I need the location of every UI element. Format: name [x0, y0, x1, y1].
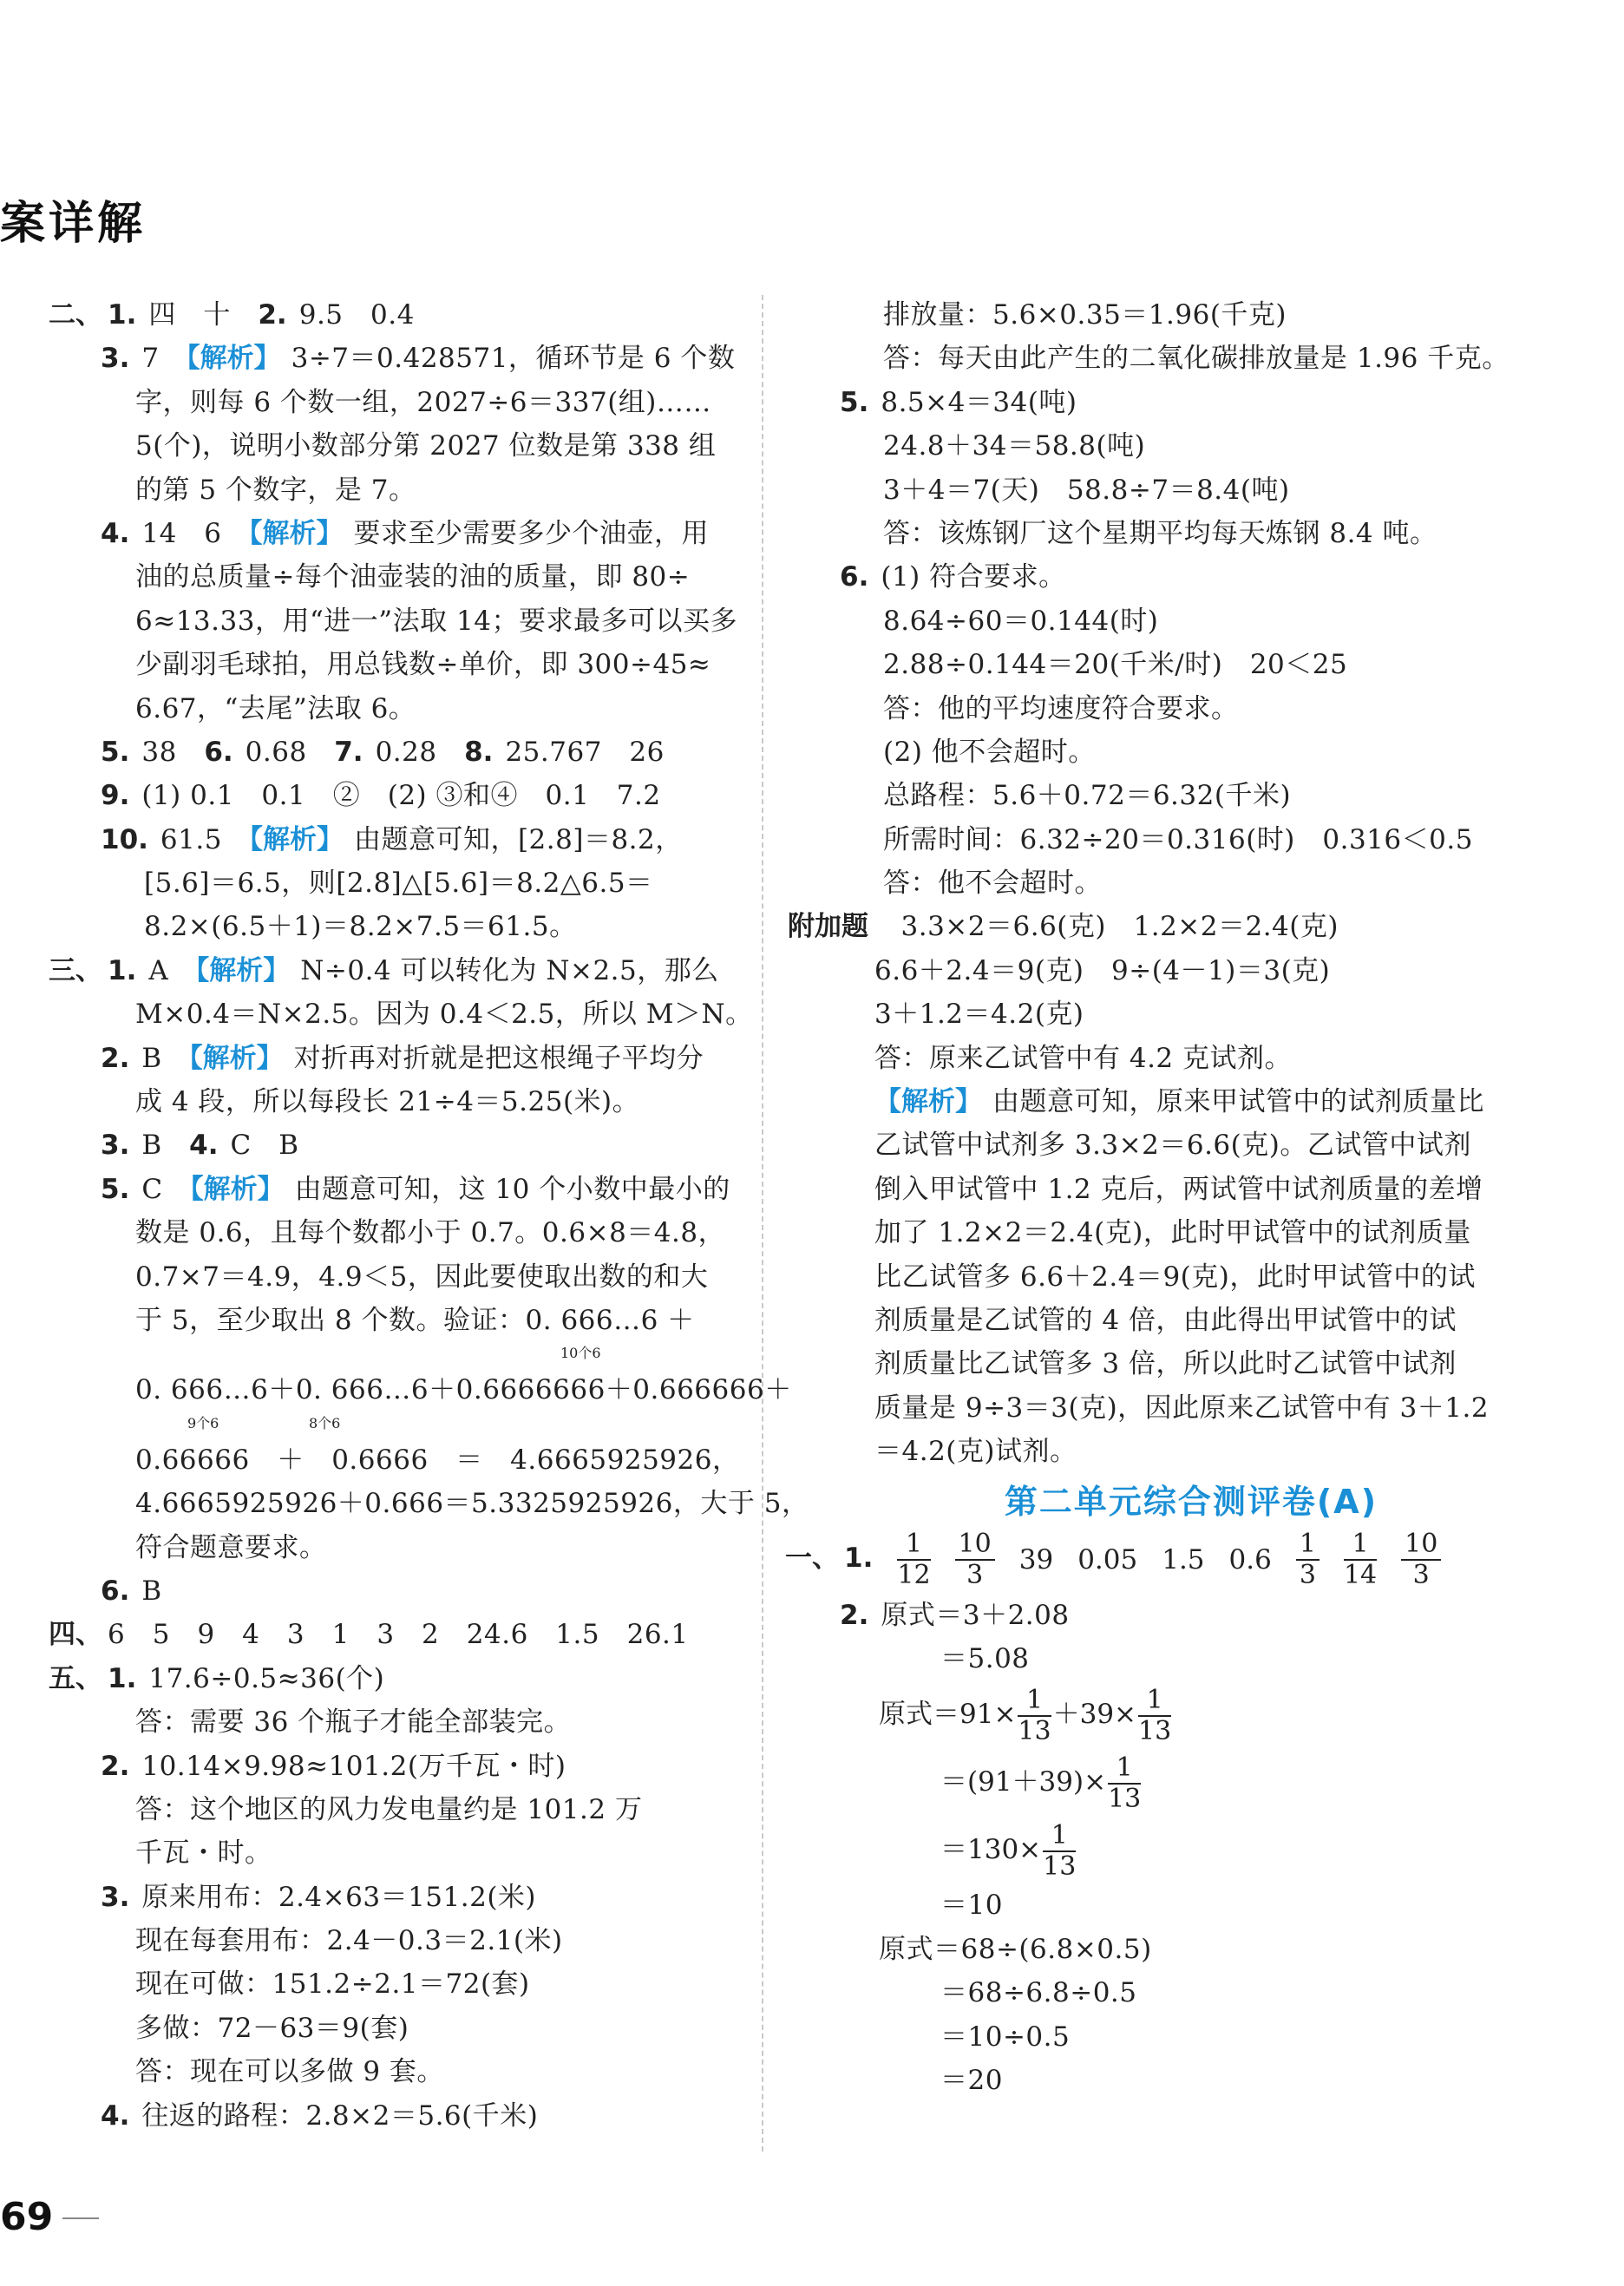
answer-text: ＝10÷0.5	[940, 2021, 1071, 2053]
answer-text: 符合题意要求。	[135, 1531, 327, 1563]
answer-text: 排放量：5.6×0.35＝1.96(千克)	[883, 299, 1287, 331]
answer-text: ＝130×	[940, 1834, 1042, 1866]
text-line	[788, 861, 1595, 905]
fraction-denominator: 3	[1412, 1559, 1430, 1590]
answer-text: 答：每天由此产生的二氧化碳排放量是 1.96 千克。	[883, 343, 1509, 375]
question-number: 8.	[464, 736, 494, 768]
answer-text: 8.2×(6.5＋1)＝8.2×7.5＝61.5。	[144, 911, 577, 943]
answer-text: 质量是 9÷3＝3(克)，因此原来乙试管中有 3＋1.2	[874, 1392, 1490, 1424]
text-line	[788, 599, 1595, 643]
question-number: 1.	[108, 1662, 137, 1694]
answer-text: 5(个)，说明小数部分第 2027 位数是第 338 组	[135, 430, 717, 462]
text-line	[49, 1962, 743, 2006]
answer-text: 油的总质量÷每个油壶装的油的质量，即 80÷	[135, 561, 691, 593]
text-line	[49, 424, 743, 468]
question-number: 5.	[840, 386, 869, 418]
answer-text: ＝4.2(克)试剂。	[874, 1436, 1077, 1468]
text-line	[49, 1211, 743, 1254]
answer-text: 答：他不会超时。	[883, 868, 1102, 900]
fraction-denominator: 14	[1343, 1559, 1378, 1590]
fraction-denominator: 13	[1018, 1715, 1051, 1746]
analysis-tag: 【解析】	[190, 1173, 285, 1205]
answer-text: 17.6÷0.5≈36(个)	[148, 1662, 385, 1694]
answer-value: 1.5	[1162, 1543, 1205, 1575]
text-line	[49, 818, 743, 861]
answer-text: 3÷7＝0.428571，循环节是 6 个数	[291, 343, 736, 375]
answer-text: 3.3×2＝6.6(克) 1.2×2＝2.4(克)	[874, 911, 1339, 943]
text-line	[788, 1386, 1595, 1430]
text-line	[788, 687, 1595, 730]
text-line	[788, 905, 1595, 948]
fraction-numerator: 1	[897, 1529, 930, 1561]
answer-text: 6.6＋2.4＝9(克) 9÷(4－1)＝3(克)	[874, 954, 1331, 986]
question-number: 1.	[108, 299, 137, 331]
text-line	[788, 1971, 1595, 2014]
answer-text: ＝68÷6.8÷0.5	[940, 1977, 1137, 2009]
answer-text: 由题意可知，原来甲试管中的试剂质量比	[992, 1086, 1484, 1118]
answer-text: 答：该炼钢厂这个星期平均每天炼钢 8.4 吨。	[883, 517, 1437, 549]
analysis-tag: 【解析】	[249, 517, 344, 549]
question-number: 3.	[101, 343, 130, 375]
brace-label: 10个6	[560, 1345, 601, 1362]
text-line	[49, 1700, 743, 1744]
question-number: 2.	[840, 1599, 869, 1631]
answer-text: 加了 1.2×2＝2.4(克)，此时甲试管中的试剂质量	[874, 1217, 1471, 1249]
text-line	[788, 1430, 1595, 1473]
answer-text: 6 5 9 4 3 1 3 2 24.6 1.5 26.1	[108, 1619, 689, 1651]
text-line	[49, 730, 743, 774]
answer-value: 39	[1018, 1543, 1054, 1575]
text-line	[49, 1123, 743, 1167]
section-marker: 一、	[785, 1543, 839, 1575]
answer-text: 9.5 0.4	[298, 299, 415, 331]
answer-text: 现在每套用布：2.4－0.3＝2.1(米)	[135, 1925, 563, 1957]
answer-text: 2.88÷0.144＝20(千米/时) 20＜25	[883, 649, 1348, 681]
left-column	[49, 293, 809, 2138]
fraction	[1296, 1529, 1320, 1590]
answer-text: B	[141, 1042, 190, 1074]
footer-rule	[62, 2217, 99, 2219]
fraction-denominator: 3	[966, 1559, 984, 1590]
text-line	[49, 1788, 743, 1831]
analysis-tag: 【解析】	[195, 954, 291, 986]
answer-text: 答：这个地区的风力发电量约是 101.2 万	[135, 1793, 643, 1825]
text-line	[788, 1299, 1595, 1342]
fraction-denominator: 13	[1138, 1715, 1172, 1746]
analysis-tag: 【解析】	[874, 1086, 982, 1118]
answer-text: 由题意可知，[2.8]＝8.2，	[353, 823, 683, 855]
section-marker: 二、	[49, 299, 102, 331]
answer-text: [5.6]＝6.5，则[2.8]△[5.6]＝8.2△6.5＝	[144, 868, 653, 900]
text-line	[49, 1438, 743, 1482]
fraction-denominator: 12	[897, 1559, 931, 1590]
fraction	[1108, 1753, 1141, 1814]
question-number: 10.	[101, 823, 148, 855]
answer-text: 现在可做：151.2÷2.1＝72(套)	[135, 1968, 530, 2001]
question-number: 3.	[101, 1130, 130, 1162]
fraction-numerator: 10	[955, 1529, 995, 1561]
text-line	[49, 2007, 743, 2050]
text-line	[788, 643, 1595, 686]
text-line	[49, 2094, 743, 2138]
answer-text: 数是 0.6，且每个数都小于 0.7。0.6×8＝4.8，	[135, 1217, 726, 1249]
text-line	[49, 2050, 743, 2093]
answer-text: 少副羽毛球拍，用总钱数÷单价，即 300÷45≈	[135, 649, 711, 681]
text-line	[49, 1255, 743, 1299]
text-line	[49, 337, 743, 380]
answer-text: 原来用布：2.4×63＝151.2(米)	[141, 1881, 537, 1913]
text-line	[788, 293, 1595, 337]
answer-text: 0.28	[375, 736, 465, 768]
answer-text: 由题意可知，这 10 个小数中最小的	[294, 1173, 730, 1205]
text-line	[49, 468, 743, 512]
answer-text: A	[148, 954, 196, 986]
text-line	[788, 1594, 1595, 1637]
answer-text: C B	[230, 1130, 299, 1162]
text-line	[49, 599, 743, 643]
text-line	[49, 1657, 743, 1700]
text-line	[788, 992, 1595, 1036]
fraction	[1043, 1821, 1076, 1882]
brace-annotation	[49, 1412, 743, 1438]
fraction-numerator: 1	[1296, 1529, 1320, 1561]
fraction-numerator: 1	[1043, 1821, 1076, 1852]
text-line	[49, 1569, 743, 1613]
answer-text: 答：需要 36 个瓶子才能全部装完。	[135, 1706, 572, 1739]
text-line	[49, 1037, 743, 1080]
text-line	[788, 424, 1595, 468]
text-line	[49, 512, 743, 555]
answer-text: ＝(91＋39)×	[940, 1766, 1107, 1798]
text-line	[788, 381, 1595, 424]
text-line	[49, 949, 743, 992]
question-number: 2.	[101, 1750, 130, 1782]
fraction-line	[788, 1748, 1595, 1816]
answer-text: 所需时间：6.32÷20＝0.316(时) 0.316＜0.5	[883, 823, 1473, 855]
fraction-numerator: 10	[1401, 1529, 1441, 1561]
question-number: 3.	[101, 1881, 130, 1913]
fraction-denominator: 3	[1299, 1559, 1316, 1590]
text-line	[49, 687, 743, 730]
answer-text: 25.767 26	[505, 736, 665, 768]
answer-text: 原式＝91×	[879, 1699, 1017, 1731]
text-line	[49, 1299, 743, 1342]
answer-text: 剂质量比乙试管多 3 倍，所以此时乙试管中试剂	[874, 1348, 1457, 1380]
section-title: 第二单元综合测评卷(A)	[1004, 1482, 1378, 1521]
question-number: 2.	[101, 1042, 130, 1074]
fraction	[1018, 1686, 1051, 1746]
answer-text: 的第 5 个数字，是 7。	[135, 474, 416, 506]
section-marker: 五、	[49, 1662, 102, 1694]
answer-text: 答：原来乙试管中有 4.2 克试剂。	[874, 1042, 1293, 1074]
answer-text: ＝10	[940, 1890, 1003, 1922]
right-column	[785, 293, 1595, 2102]
text-line	[788, 818, 1595, 861]
text-line	[788, 774, 1595, 817]
text-line	[49, 1745, 743, 1788]
analysis-tag: 【解析】	[187, 343, 281, 375]
question-number: 4.	[189, 1130, 219, 1162]
answer-text: 于 5，至少取出 8 个数。验证：0. 666…6 ＋	[135, 1304, 695, 1336]
answer-text: ＋39×	[1052, 1699, 1137, 1731]
answer-text: 原式＝68÷(6.8×0.5)	[879, 1933, 1152, 1965]
brace-annotation	[49, 1342, 743, 1368]
text-line	[49, 1876, 743, 1919]
answer-text: 38	[141, 736, 205, 768]
text-line	[49, 1613, 743, 1656]
answer-text: 14 6	[141, 517, 250, 549]
text-line	[788, 1255, 1595, 1299]
text-line	[788, 1342, 1595, 1385]
question-number: 4.	[101, 2099, 130, 2132]
answer-text: 0.7×7＝4.9，4.9＜5，因此要使取出数的和大	[135, 1261, 709, 1293]
answer-text: 乙试管中试剂多 3.3×2＝6.6(克)。乙试管中试剂	[874, 1130, 1471, 1162]
text-line	[49, 1526, 743, 1569]
text-line	[788, 512, 1595, 555]
question-number: 6.	[840, 561, 869, 593]
answer-value: 0.05	[1077, 1543, 1138, 1575]
answer-text: 6.67，“去尾”法取 6。	[135, 692, 416, 724]
brace-label: 9个6	[187, 1414, 219, 1431]
text-line	[49, 293, 743, 337]
answer-text: 3＋1.2＝4.2(克)	[874, 999, 1084, 1031]
analysis-tag: 【解析】	[249, 823, 344, 855]
answer-text: 4.6665925926＋0.666＝5.3325925926，大于 5，	[135, 1488, 809, 1520]
text-line	[49, 1482, 809, 1525]
answer-text: 0.66666 ＋ 0.6666 ＝ 4.6665925926，	[135, 1444, 740, 1476]
text-line	[788, 337, 1595, 380]
answer-text: 要求至少需要多少个油壶，用	[353, 517, 710, 549]
text-line	[788, 1883, 1595, 1927]
answer-text: 0. 666…6＋0. 666…6＋0.6666666＋0.666666＋	[135, 1374, 792, 1406]
page-title: 案详解	[0, 198, 147, 250]
answer-text: ＝20	[940, 2064, 1003, 2096]
page-number: 69	[0, 2195, 54, 2239]
answer-text: 原式＝3＋2.08	[881, 1599, 1070, 1631]
text-line	[49, 992, 753, 1036]
question-number: 9.	[101, 780, 130, 812]
answer-text: B	[141, 1130, 190, 1162]
fraction	[955, 1529, 995, 1590]
fraction-numerator: 1	[1344, 1529, 1377, 1561]
fraction-denominator: 13	[1108, 1783, 1142, 1814]
text-line	[788, 2015, 1595, 2059]
text-line	[788, 1123, 1595, 1167]
question-number: 6.	[204, 736, 233, 768]
answer-text: 0.68	[245, 736, 335, 768]
answer-text: (1) 符合要求。	[881, 561, 1066, 593]
fraction-line	[788, 1680, 1595, 1748]
answer-text: 往返的路程：2.8×2＝5.6(千米)	[141, 2099, 539, 2132]
answer-text: 总路程：5.6＋0.72＝6.32(千米)	[883, 780, 1292, 812]
text-line	[49, 774, 743, 817]
answer-text: 10.14×9.98≈101.2(万千瓦・时)	[141, 1750, 566, 1782]
section-marker: 附加题	[788, 911, 868, 943]
answer-text: 千瓦・时。	[135, 1837, 272, 1870]
question-number: 1.	[844, 1543, 874, 1575]
answer-text: 倒入甲试管中 1.2 克后，两试管中试剂质量的差增	[874, 1173, 1483, 1205]
text-line	[788, 555, 1595, 599]
text-line	[788, 1211, 1595, 1254]
answer-text: (2) 他不会超时。	[883, 736, 1096, 768]
answer-text: N÷0.4 可以转化为 N×2.5，那么	[300, 954, 719, 986]
fraction-numerator: 1	[1108, 1753, 1141, 1785]
fraction-denominator: 13	[1043, 1850, 1077, 1882]
answer-text: 剂质量是乙试管的 4 倍，由此得出甲试管中的试	[874, 1304, 1457, 1336]
column-divider	[762, 295, 763, 2152]
answer-value: 0.6	[1228, 1543, 1272, 1575]
answer-text: 四 十	[148, 299, 259, 331]
answer-text: 比乙试管多 6.6＋2.4＝9(克)，此时甲试管中的试	[874, 1261, 1476, 1293]
answer-text: (1) 0.1 0.1 ② (2) ③和④ 0.1 7.2	[141, 780, 661, 812]
fraction	[1138, 1686, 1171, 1746]
answer-text: 6≈13.33，用“进一”法取 14；要求最多可以买多	[135, 605, 737, 637]
question-number: 4.	[101, 517, 130, 549]
text-line	[788, 1168, 1595, 1211]
fraction	[1344, 1529, 1377, 1590]
text-line	[788, 1928, 1595, 1971]
section-marker: 四、	[49, 1619, 102, 1651]
question-number: 1.	[108, 954, 137, 986]
text-line	[788, 1037, 1595, 1080]
fraction	[1401, 1529, 1441, 1590]
text-line	[49, 555, 743, 599]
answer-text: 答：现在可以多做 9 套。	[135, 2056, 444, 2088]
answer-text: B	[141, 1575, 162, 1607]
answer-text: 字，则每 6 个数一组，2027÷6＝337(组)……	[135, 386, 711, 418]
text-line	[49, 1080, 743, 1123]
text-line	[788, 1637, 1595, 1680]
question-number: 7.	[334, 736, 363, 768]
answer-text: 24.8＋34＝58.8(吨)	[883, 430, 1146, 462]
text-line	[788, 730, 1595, 774]
text-line	[49, 905, 743, 948]
answer-text: 8.64÷60＝0.144(时)	[883, 605, 1159, 637]
text-line	[49, 1919, 743, 1962]
question-number: 6.	[101, 1575, 130, 1607]
fraction-line	[788, 1816, 1595, 1883]
question-number: 2.	[258, 299, 287, 331]
text-line	[49, 1368, 792, 1412]
answer-text: 61.5	[160, 823, 250, 855]
question-number: 5.	[101, 1173, 130, 1205]
text-line	[49, 381, 743, 424]
fraction	[897, 1529, 930, 1590]
brace-label: 8个6	[309, 1414, 341, 1431]
answer-text: 8.5×4＝34(吨)	[881, 386, 1077, 418]
answer-text: ＝5.08	[940, 1642, 1030, 1674]
answer-text: 成 4 段，所以每段长 21÷4＝5.25(米)。	[135, 1086, 640, 1118]
text-line	[49, 643, 743, 686]
text-line	[788, 1080, 1595, 1123]
answer-text: 7	[141, 343, 187, 375]
analysis-tag: 【解析】	[189, 1042, 284, 1074]
section-marker: 三、	[49, 954, 102, 986]
answer-text: C	[141, 1173, 191, 1205]
text-line	[49, 1831, 743, 1875]
text-line	[788, 468, 1595, 512]
text-line	[49, 861, 743, 905]
fraction-numerator: 1	[1138, 1686, 1171, 1717]
text-line	[788, 2059, 1595, 2102]
answer-text: 多做：72－63＝9(套)	[135, 2012, 409, 2044]
fraction-numerator: 1	[1018, 1686, 1051, 1717]
answer-text: 答：他的平均速度符合要求。	[883, 692, 1239, 724]
question-1-answers	[785, 1529, 1595, 1594]
answer-text: M×0.4＝N×2.5。因为 0.4＜2.5，所以 M＞N。	[135, 999, 753, 1031]
question-number: 5.	[101, 736, 130, 768]
answer-text: 3＋4＝7(天) 58.8÷7＝8.4(吨)	[883, 474, 1290, 506]
text-line	[49, 1168, 743, 1211]
answer-text: 对折再对折就是把这根绳子平均分	[293, 1042, 704, 1074]
text-line	[788, 949, 1595, 992]
